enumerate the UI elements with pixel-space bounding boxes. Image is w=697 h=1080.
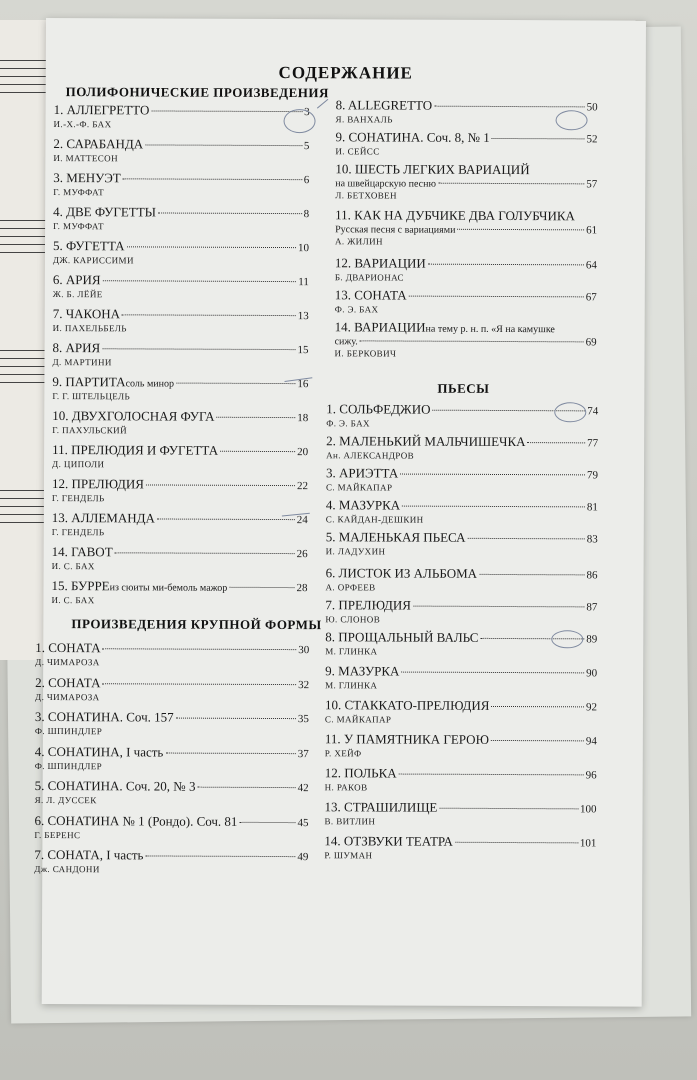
entry-title: 9. МАЗУРКА — [325, 663, 400, 679]
pencil-circle-mark — [551, 630, 583, 648]
entry-title: 3. АРИЭТТА — [325, 465, 399, 481]
entry-title: 6. АРИЯ — [52, 272, 101, 288]
entry-composer: Р. ХЕЙФ — [324, 748, 362, 759]
dot-leader — [239, 821, 295, 822]
toc-entry — [35, 640, 309, 668]
entry-page-number: 77 — [587, 437, 599, 450]
toc-entry — [325, 565, 597, 593]
dot-leader — [528, 442, 586, 443]
toc-entry — [326, 433, 598, 461]
entry-title: 1. СОНАТА — [35, 639, 101, 656]
entry-page-number: 94 — [585, 735, 597, 748]
entry-composer: Я. ВАНХАЛЬ — [335, 114, 393, 125]
toc-entry — [53, 204, 309, 232]
toc-entry — [335, 207, 597, 247]
entry-page-number: 64 — [585, 259, 597, 272]
entry-page-number: 92 — [585, 701, 598, 714]
dot-leader — [115, 552, 295, 554]
entry-composer: Ж. Б. ЛЁЙЕ — [52, 289, 103, 300]
entry-composer: И. С. БАХ — [51, 561, 95, 572]
toc-entry — [34, 812, 308, 840]
entry-composer: Ан. АЛЕКСАНДРОВ — [326, 450, 415, 461]
entry-title: 3. МЕНУЭТ — [53, 170, 121, 186]
toc-entry — [54, 102, 310, 130]
toc-entry — [53, 170, 309, 198]
dot-leader — [438, 183, 584, 185]
entry-page-number: 32 — [298, 678, 310, 691]
entry-title: 5. ФУГЕТТА — [52, 238, 125, 254]
toc-entry — [335, 255, 597, 283]
entry-page-number: 22 — [296, 480, 308, 493]
entry-composer: Г. МУФФАТ — [53, 187, 105, 198]
dot-leader — [122, 314, 296, 316]
entry-composer: И.-Х.-Ф. БАХ — [53, 119, 112, 130]
entry-composer: И. ПАХЕЛЬБЕЛЬ — [52, 323, 127, 334]
entry-composer: С. МАЙКАПАР — [324, 714, 392, 725]
toc-entry — [52, 408, 308, 436]
toc-entry — [53, 238, 309, 266]
entry-page-number: 35 — [297, 713, 309, 726]
entry-composer: Ф. Э. БАХ — [334, 304, 379, 315]
entry-page-number: 26 — [296, 548, 308, 561]
entry-title: 14. ОТЗВУКИ ТЕАТРА — [324, 833, 453, 849]
entry-page-number: 90 — [586, 667, 598, 680]
pencil-circle-mark — [554, 402, 586, 422]
toc-entry — [325, 697, 597, 725]
entry-page-number: 89 — [586, 633, 598, 646]
dot-leader — [492, 138, 585, 139]
entry-title: 8. ПРОЩАЛЬНЫЙ ВАЛЬС — [325, 629, 479, 645]
entry-composer: Д. МАРТИНИ — [52, 357, 112, 368]
toc-entry — [324, 833, 596, 861]
entry-page-number: 74 — [587, 405, 599, 418]
dot-leader — [409, 296, 584, 298]
toc-entry — [52, 510, 308, 538]
entry-subtitle: сижу. — [334, 336, 358, 348]
entry-title: 9. СОНАТИНА. Соч. 8, № 1 — [335, 129, 490, 145]
entry-page-number: 18 — [297, 412, 309, 425]
toc-entry — [52, 374, 308, 402]
toc-entry — [325, 663, 597, 691]
entry-composer: А. ОРФЕЕВ — [325, 582, 376, 593]
dot-leader — [467, 538, 584, 540]
dot-leader — [145, 144, 302, 146]
entry-title: 8. АРИЯ — [52, 340, 101, 356]
entry-page-number: 86 — [586, 569, 598, 582]
entry-composer: Я. Л. ДУССЕК — [34, 794, 97, 806]
toc-entry — [326, 465, 598, 493]
entry-composer: И. ЛАДУХИН — [325, 546, 386, 557]
dot-leader — [127, 246, 296, 248]
entry-composer: Б. ДВАРИОНАС — [334, 272, 405, 283]
entry-composer: Р. ШУМАН — [324, 850, 373, 861]
entry-composer: Г. ГЕНДЕЛЬ — [51, 493, 105, 504]
toc-entry — [52, 544, 308, 572]
dot-leader — [491, 740, 584, 741]
toc-entry — [52, 340, 308, 368]
dot-leader — [151, 110, 302, 112]
entry-page-number: 15 — [297, 344, 309, 357]
entry-title: 10. ДВУХГОЛОСНАЯ ФУГА — [52, 408, 215, 424]
entry-page-number: 8 — [303, 208, 310, 221]
entry-page-number: 69 — [585, 336, 597, 349]
entry-page-number: 13 — [297, 310, 309, 323]
entry-page-number: 67 — [585, 291, 597, 304]
entry-page-number: 5 — [303, 140, 310, 153]
entry-title: 6. СОНАТИНА № 1 (Рондо). Соч. 81 — [34, 812, 238, 829]
entry-page-number: 10 — [297, 242, 310, 255]
toc-entry — [53, 306, 309, 334]
entry-page-number: 81 — [586, 501, 598, 514]
entry-title: 2. МАЛЕНЬКИЙ МАЛЬЧИШЕЧКА — [326, 433, 526, 450]
entry-page-number: 52 — [586, 133, 598, 146]
entry-composer: С. МАЙКАПАР — [325, 482, 393, 493]
entry-composer: Д. ЧИМАРОЗА — [35, 691, 100, 702]
adjacent-sheet-music — [0, 20, 47, 660]
entry-page-number: 11 — [298, 276, 309, 289]
dot-leader — [145, 855, 295, 857]
entry-title: 15. БУРРЕ — [51, 578, 110, 594]
entry-composer: И. С. БАХ — [51, 595, 95, 606]
dot-leader — [434, 106, 584, 108]
entry-composer: Ф. ШПИНДЛЕР — [34, 725, 103, 737]
entry-composer: Г. БЕРЕНС — [34, 829, 81, 840]
entry-title: 8. ALLEGRETTO — [335, 97, 433, 113]
toc-entry — [335, 287, 597, 315]
entry-composer: Ю. СЛОНОВ — [325, 614, 381, 625]
toc-entry — [35, 778, 309, 806]
toc-entry — [325, 597, 597, 625]
entry-title: 5. СОНАТИНА. Соч. 20, № 3 — [34, 777, 196, 794]
pencil-circle-mark — [556, 110, 588, 130]
dot-leader — [157, 518, 295, 520]
entry-title-extra: из сюиты ми-бемоль мажор — [109, 582, 228, 594]
entry-page-number: 20 — [297, 446, 309, 459]
entry-title: 13. СТРАШИЛИЩЕ — [324, 799, 438, 815]
entry-title: 13. СОНАТА — [334, 287, 407, 303]
dot-leader — [457, 229, 584, 231]
dot-leader — [401, 672, 584, 674]
entry-composer: И. МАТТЕСОН — [53, 153, 119, 164]
entry-composer: Г. МУФФАТ — [53, 221, 104, 232]
toc-entry — [53, 136, 309, 164]
entry-page-number: 61 — [586, 224, 598, 237]
entry-subtitle: на швейцарскую песню — [335, 178, 436, 190]
entry-title: 1. СОЛЬФЕДЖИО — [326, 401, 431, 417]
dot-leader — [103, 280, 297, 282]
dot-leader — [146, 484, 295, 486]
entry-page-number: 24 — [296, 514, 308, 527]
section-heading-polyphonic: ПОЛИФОНИЧЕСКИЕ ПРОИЗВЕДЕНИЯ — [65, 84, 329, 101]
entry-page-number: 49 — [297, 851, 309, 864]
entry-page-number: 37 — [297, 747, 309, 760]
entry-title: 7. СОНАТА, I часть — [34, 846, 144, 863]
section-heading-pieces: ПЬЕСЫ — [437, 380, 490, 396]
contents-page — [34, 18, 646, 1007]
toc-entry — [35, 709, 309, 737]
entry-subtitle: Русская песня с вариациями — [335, 224, 456, 236]
dot-leader — [216, 417, 295, 418]
dot-leader — [165, 752, 295, 754]
toc-entry — [335, 319, 597, 359]
entry-title: 7. ЧАКОНА — [52, 306, 121, 322]
entry-page-number: 101 — [579, 837, 597, 850]
dot-leader — [123, 178, 302, 180]
entry-composer: И. СЕЙСС — [335, 146, 380, 157]
toc-entry — [53, 272, 309, 300]
dot-leader — [102, 348, 295, 350]
dot-leader — [479, 574, 585, 575]
toc-entry — [51, 578, 307, 606]
dot-leader — [197, 787, 295, 788]
entry-composer: В. ВИТЛИН — [324, 816, 376, 827]
toc-entry — [335, 129, 597, 157]
dot-leader — [455, 842, 578, 844]
entry-composer: Г. Г. ШТЕЛЬЦЕЛЬ — [52, 391, 131, 402]
entry-title: 7. ПРЕЛЮДИЯ — [325, 597, 411, 613]
dot-leader — [102, 683, 296, 685]
dot-leader — [400, 474, 585, 476]
entry-title: 4. ДВЕ ФУГЕТТЫ — [53, 204, 157, 220]
section-heading-large-form: ПРОИЗВЕДЕНИЯ КРУПНОЙ ФОРМЫ — [71, 616, 322, 633]
entry-title: 11. У ПАМЯТНИКА ГЕРОЮ — [324, 731, 489, 747]
entry-title: 11. КАК НА ДУБЧИКЕ ДВА ГОЛУБЧИКА — [335, 207, 575, 224]
entry-page-number: 30 — [298, 644, 310, 657]
entry-title: 2. СОНАТА — [35, 674, 101, 690]
entry-composer: Д. ЦИПОЛИ — [52, 459, 105, 470]
entry-page-number: 45 — [297, 816, 309, 829]
toc-entry — [52, 442, 308, 470]
entry-composer: М. ГЛИНКА — [325, 646, 378, 657]
dot-leader — [360, 340, 584, 342]
entry-composer: Г. ПАХУЛЬСКИЙ — [52, 425, 128, 436]
entry-composer: Д. ЧИМАРОЗА — [35, 656, 100, 668]
entry-page-number: 83 — [586, 533, 598, 546]
entry-composer: Дж. САНДОНИ — [34, 863, 100, 875]
dot-leader — [428, 264, 584, 266]
toc-entry — [35, 743, 309, 771]
entry-page-number: 96 — [585, 769, 597, 782]
dot-leader — [402, 506, 585, 508]
toc-entry — [326, 497, 598, 525]
entry-title: 13. АЛЛЕМАНДА — [51, 510, 155, 526]
entry-title: 11. ПРЕЛЮДИЯ И ФУГЕТТА — [52, 442, 219, 458]
entry-title: 3. СОНАТИНА. Соч. 157 — [34, 708, 174, 725]
pencil-circle-mark — [284, 109, 316, 133]
entry-page-number: 50 — [586, 101, 598, 114]
toc-entry — [335, 161, 597, 201]
entry-composer: Г. ГЕНДЕЛЬ — [51, 527, 105, 538]
entry-page-number: 42 — [297, 782, 309, 795]
dot-leader — [439, 808, 578, 810]
entry-composer: Л. БЕТХОВЕН — [335, 190, 397, 201]
entry-page-number: 16 — [297, 378, 309, 391]
entry-title: 14. ВАРИАЦИИ — [334, 319, 426, 335]
toc-entry — [326, 529, 598, 557]
toc-entry — [324, 799, 596, 827]
entry-title: 2. САРАБАНДА — [53, 136, 144, 152]
entry-page-number: 6 — [303, 174, 310, 187]
entry-title-extra: соль минор — [125, 378, 175, 390]
entry-composer: И. БЕРКОВИЧ — [334, 348, 397, 359]
entry-title: 12. ПРЕЛЮДИЯ — [51, 476, 145, 492]
entry-title: 14. ГАВОТ — [51, 544, 113, 560]
entry-page-number: 3 — [304, 106, 310, 119]
entry-title: 12. ВАРИАЦИИ — [334, 255, 426, 271]
entry-title: 4. СОНАТИНА, I часть — [34, 743, 164, 760]
entry-title: 4. МАЗУРКА — [325, 497, 401, 513]
toc-entry — [52, 476, 308, 504]
dot-leader — [158, 212, 302, 214]
entry-title: 1. АЛЛЕГРЕТТО — [53, 102, 150, 118]
entry-page-number: 79 — [586, 469, 599, 482]
dot-leader — [220, 451, 295, 452]
entry-composer: Ф. Э. БАХ — [326, 418, 370, 429]
entry-page-number: 57 — [586, 178, 598, 191]
dot-leader — [413, 606, 584, 608]
entry-title: 5. МАЛЕНЬКАЯ ПЬЕСА — [325, 529, 466, 545]
dot-leader — [491, 706, 584, 707]
dot-leader — [103, 648, 297, 650]
entry-page-number: 87 — [586, 601, 598, 614]
entry-title: 12. ПОЛЬКА — [324, 765, 397, 781]
entry-title: 10. ШЕСТЬ ЛЕГКИХ ВАРИАЦИЙ — [335, 161, 530, 178]
entry-composer: ДЖ. КАРИССИМИ — [52, 255, 134, 266]
toc-entry — [325, 765, 597, 793]
dot-leader — [176, 718, 296, 720]
entry-title: 9. ПАРТИТА — [52, 374, 126, 390]
dot-leader — [229, 587, 294, 588]
entry-composer: Ф. ШПИНДЛЕР — [34, 760, 103, 771]
page-title: СОДЕРЖАНИЕ — [278, 63, 413, 83]
entry-page-number: 28 — [296, 582, 308, 595]
toc-entry — [35, 674, 309, 702]
toc-entry — [34, 847, 308, 875]
entry-composer: М. ГЛИНКА — [325, 680, 378, 691]
entry-title: 6. ЛИСТОК ИЗ АЛЬБОМА — [325, 565, 478, 581]
entry-composer: А. ЖИЛИН — [335, 236, 383, 247]
toc-entry — [325, 731, 597, 759]
entry-title-extra: на тему р. н. п. «Я на камушке — [425, 323, 555, 336]
entry-page-number: 100 — [580, 803, 597, 816]
entry-title: 10. СТАККАТО-ПРЕЛЮДИЯ — [324, 697, 490, 713]
dot-leader — [399, 774, 584, 776]
dot-leader — [176, 383, 295, 385]
entry-composer: Н. РАКОВ — [324, 782, 368, 793]
entry-composer: С. КАЙДАН-ДЕШКИН — [325, 514, 424, 525]
